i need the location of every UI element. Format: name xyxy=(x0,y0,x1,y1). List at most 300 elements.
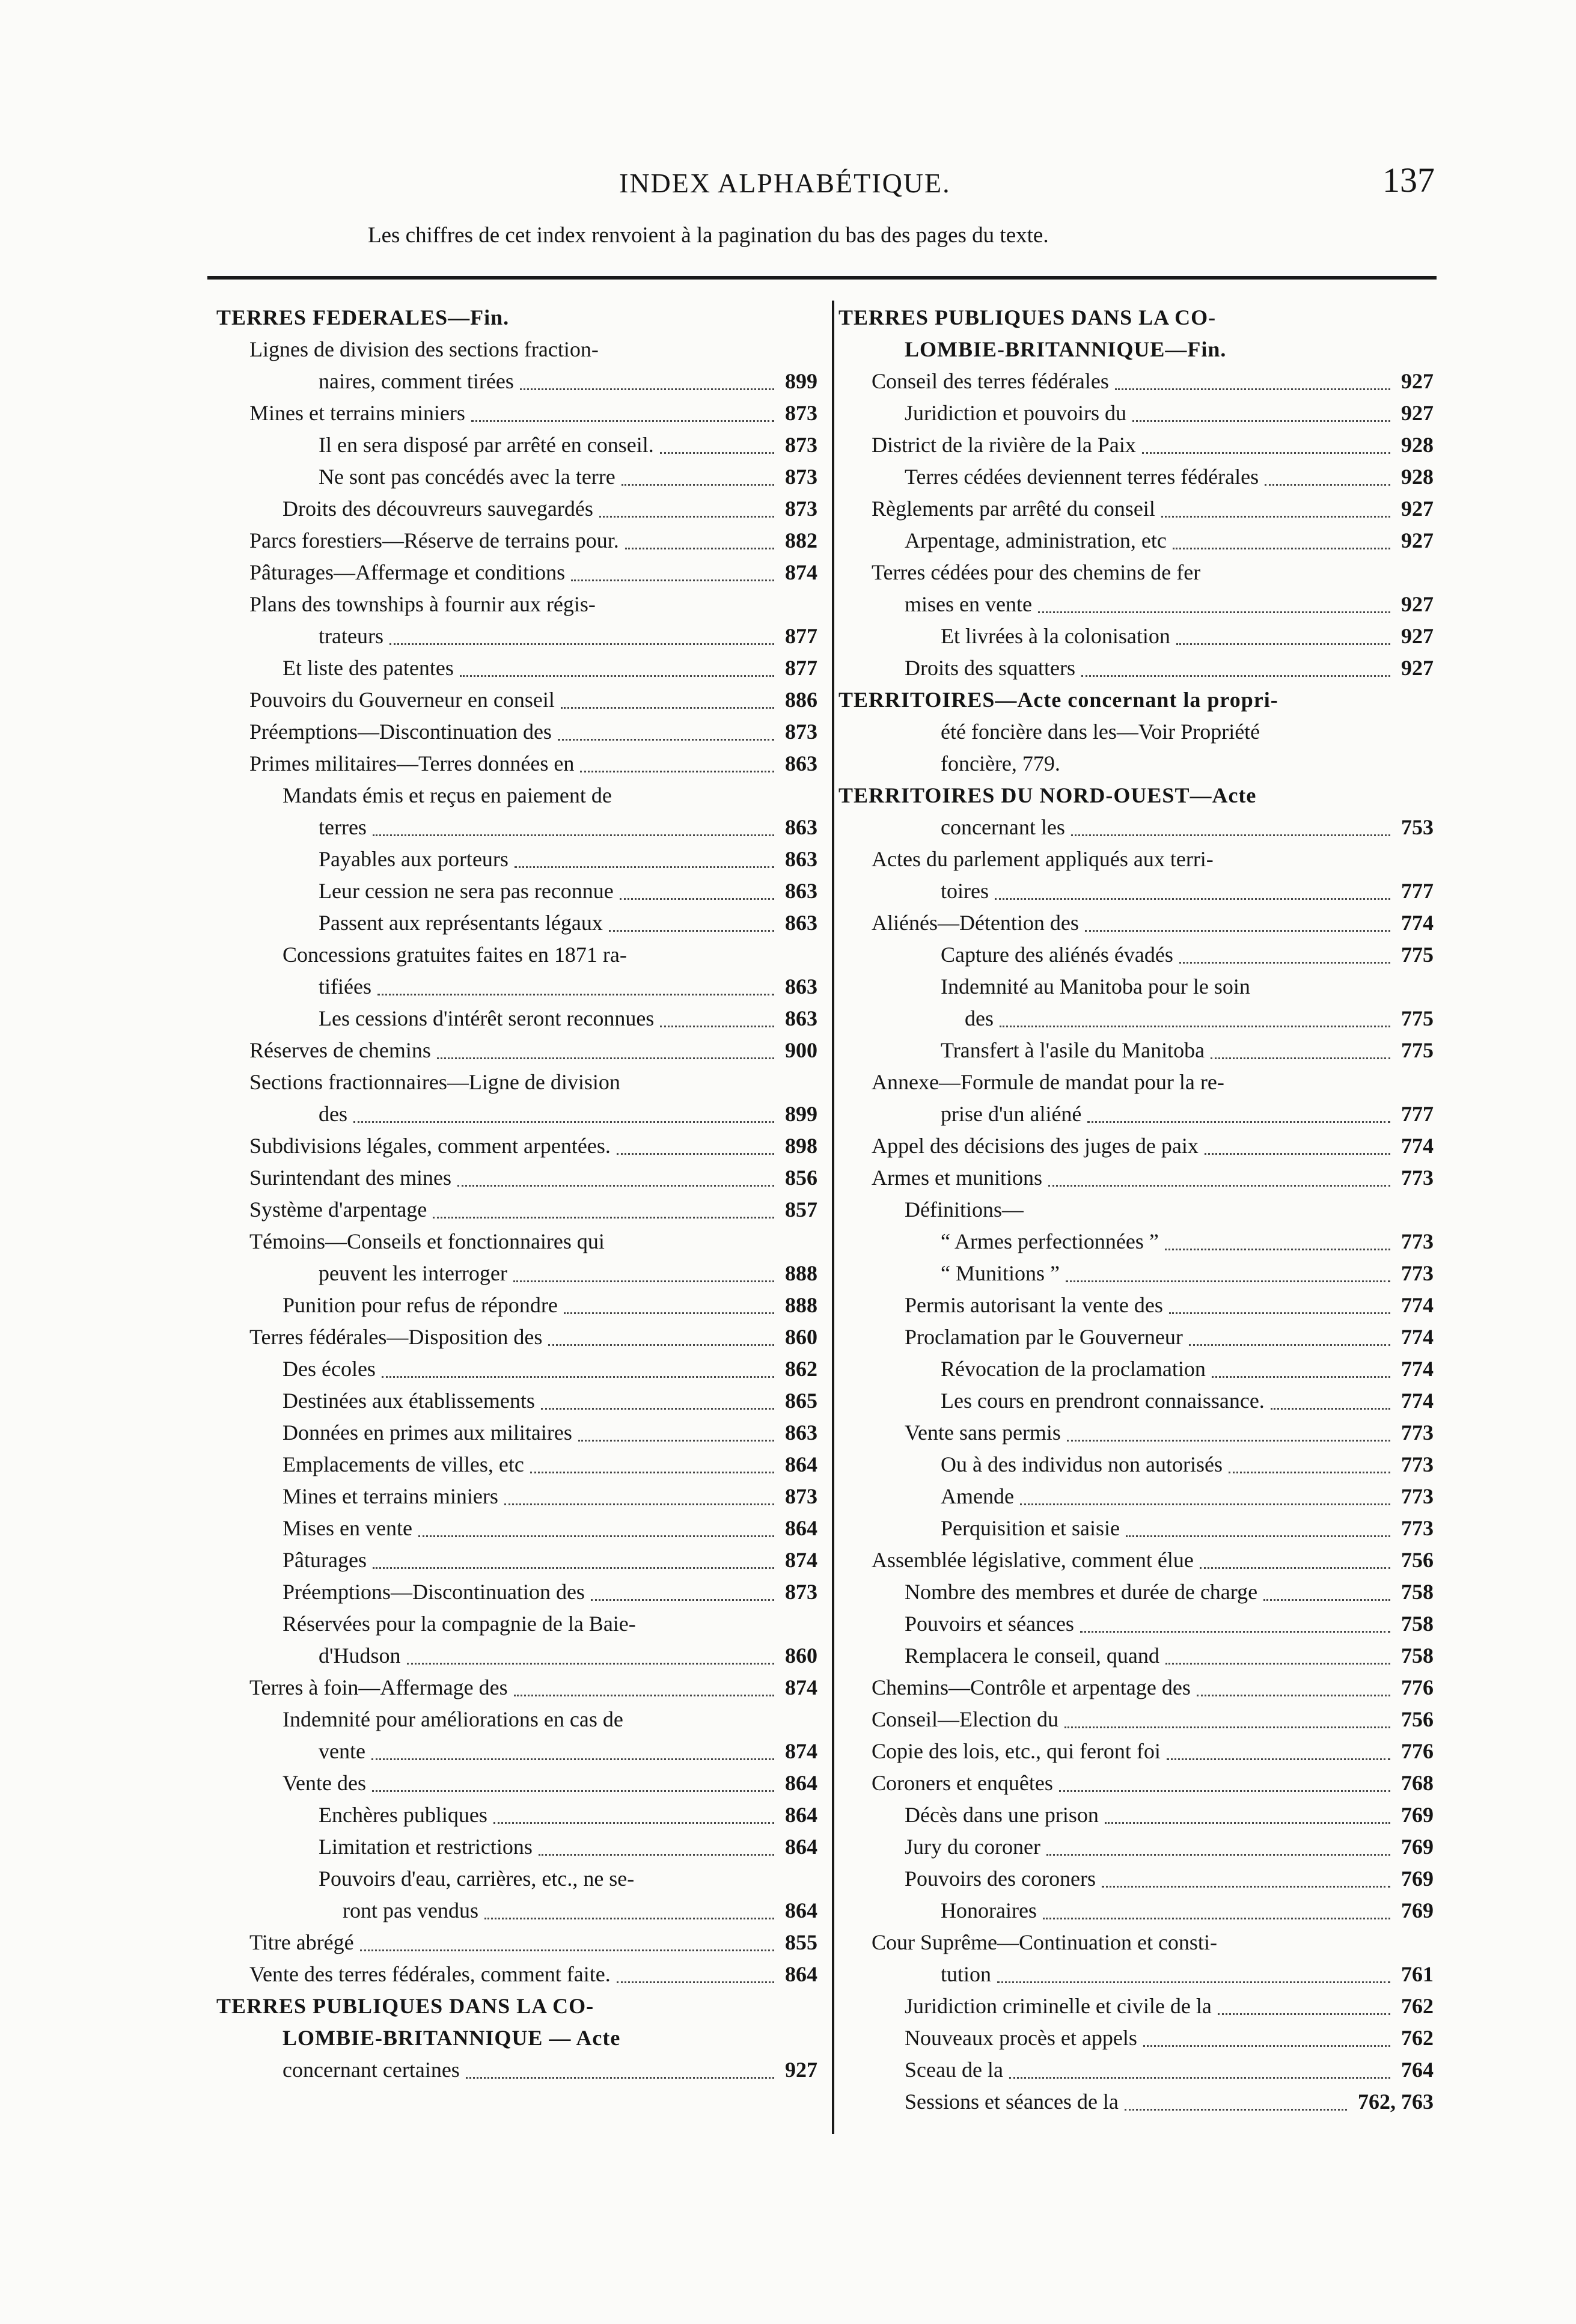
entry-page-ref: 762, 763 xyxy=(1358,2090,1434,2114)
entry-text: Primes militaires—Terres données en xyxy=(249,751,575,775)
dot-leader xyxy=(599,516,774,518)
dot-leader xyxy=(620,898,774,900)
index-entry xyxy=(216,1959,817,1990)
index-entry xyxy=(838,939,1434,971)
index-entry xyxy=(838,1481,1434,1512)
index-entry xyxy=(216,1385,817,1417)
entry-text: Plans des townships à fournir aux régis- xyxy=(249,592,596,616)
entry-page-ref: 762 xyxy=(1401,1994,1434,2018)
index-entry xyxy=(838,525,1434,557)
dot-leader xyxy=(373,834,774,836)
entry-page-ref: 873 xyxy=(785,433,817,457)
index-entry xyxy=(216,1321,817,1353)
entry-text: Amende xyxy=(941,1484,1014,1508)
dot-leader xyxy=(360,1949,774,1951)
right-index-column xyxy=(838,302,1434,2118)
entry-text: Mines et terrains miniers xyxy=(283,1484,498,1508)
entry-page-ref: 863 xyxy=(785,751,817,775)
entry-page-ref: 758 xyxy=(1401,1644,1434,1668)
index-entry xyxy=(216,1576,817,1608)
entry-text: Pâturages—Affermage et conditions xyxy=(249,560,566,584)
entry-text: Punition pour refus de répondre xyxy=(283,1293,558,1317)
entry-text: des xyxy=(965,1006,994,1030)
entry-page-ref: 862 xyxy=(785,1357,817,1381)
entry-text: Cour Suprême—Continuation et consti- xyxy=(872,1930,1217,1954)
entry-page-ref: 768 xyxy=(1401,1771,1434,1795)
index-entry xyxy=(216,397,817,429)
entry-text: Proclamation par le Gouverneur xyxy=(905,1325,1183,1349)
entry-text: Pouvoirs du Gouverneur en conseil xyxy=(249,688,555,712)
entry-text: Honoraires xyxy=(941,1898,1037,1922)
entry-text: TERRES FEDERALES—Fin. xyxy=(216,305,510,329)
entry-text: Révocation de la proclamation xyxy=(941,1357,1206,1381)
entry-text: concernant les xyxy=(941,815,1065,839)
entry-text: Capture des aliénés évadés xyxy=(941,943,1173,967)
entry-page-ref: 860 xyxy=(785,1325,817,1349)
entry-text: Passent aux représentants légaux xyxy=(319,911,603,935)
entry-page-ref: 769 xyxy=(1401,1898,1434,1922)
dot-leader xyxy=(1200,1567,1390,1569)
entry-text: Des écoles xyxy=(283,1357,376,1381)
entry-text: Armes et munitions xyxy=(872,1166,1042,1190)
entry-page-ref: 873 xyxy=(785,465,817,489)
entry-text: “ Munitions ” xyxy=(941,1261,1060,1285)
entry-page-ref: 773 xyxy=(1401,1166,1434,1190)
index-entry xyxy=(216,334,817,365)
entry-text: des xyxy=(319,1102,347,1126)
entry-text: Pouvoirs d'eau, carrières, etc., ne se- xyxy=(319,1867,635,1891)
entry-page-ref: 777 xyxy=(1401,1102,1434,1126)
entry-text: Sceau de la xyxy=(905,2058,1003,2082)
dot-leader xyxy=(1105,1822,1390,1824)
entry-page-ref: 769 xyxy=(1401,1867,1434,1891)
index-entry xyxy=(838,1066,1434,1098)
dot-leader xyxy=(1020,1503,1390,1505)
entry-page-ref: 888 xyxy=(785,1261,817,1285)
entry-text: Préemptions—Discontinuation des xyxy=(249,720,552,744)
dot-leader xyxy=(437,1057,774,1059)
entry-page-ref: 864 xyxy=(785,1835,817,1859)
index-entry xyxy=(838,2054,1434,2086)
index-entry xyxy=(838,1449,1434,1481)
entry-text: prise d'un aliéné xyxy=(941,1102,1082,1126)
index-note: Les chiffres de cet index renvoient à la pagination du bas des pages du texte. xyxy=(368,223,1049,248)
index-entry xyxy=(838,1608,1434,1640)
entry-page-ref: 927 xyxy=(785,2058,817,2082)
dot-leader xyxy=(514,1695,774,1696)
entry-text: Mines et terrains miniers xyxy=(249,401,465,425)
index-entry xyxy=(838,397,1434,429)
index-entry xyxy=(838,1003,1434,1035)
entry-text: Surintendant des mines xyxy=(249,1166,451,1190)
entry-text: tifiées xyxy=(319,974,371,998)
index-entry xyxy=(838,684,1434,716)
index-entry xyxy=(838,1289,1434,1321)
entry-text: Préemptions—Discontinuation des xyxy=(283,1580,585,1604)
entry-page-ref: 899 xyxy=(785,369,817,393)
entry-text: Règlements par arrêté du conseil xyxy=(872,497,1155,521)
dot-leader xyxy=(571,579,774,581)
index-entry xyxy=(216,1799,817,1831)
entry-text: Parcs forestiers—Réserve de terrains pour. xyxy=(249,528,619,552)
entry-text: toires xyxy=(941,879,989,903)
dot-leader xyxy=(1126,1535,1390,1537)
entry-page-ref: 898 xyxy=(785,1134,817,1158)
index-entry xyxy=(838,589,1434,620)
entry-text: Et liste des patentes xyxy=(283,656,454,680)
index-entry xyxy=(838,1035,1434,1066)
index-entry xyxy=(838,1927,1434,1959)
index-entry xyxy=(838,461,1434,493)
dot-leader xyxy=(1263,1599,1390,1601)
entry-page-ref: 758 xyxy=(1401,1580,1434,1604)
dot-leader xyxy=(1271,1408,1390,1410)
index-entry xyxy=(838,1353,1434,1385)
dot-leader xyxy=(1167,1758,1390,1760)
entry-text: Emplacements de villes, etc xyxy=(283,1452,524,1476)
index-entry xyxy=(838,1226,1434,1258)
index-entry xyxy=(216,1130,817,1162)
dot-leader xyxy=(1161,516,1390,518)
entry-text: été foncière dans les—Voir Propriété xyxy=(941,720,1260,744)
dot-leader xyxy=(520,388,774,390)
index-entry xyxy=(216,2022,817,2054)
index-entry xyxy=(216,1544,817,1576)
index-entry xyxy=(216,557,817,589)
index-entry xyxy=(838,971,1434,1003)
entry-text: Mises en vente xyxy=(283,1516,412,1540)
dot-leader xyxy=(1080,1631,1390,1633)
index-entry xyxy=(838,1990,1434,2022)
dot-leader xyxy=(418,1535,774,1537)
entry-page-ref: 874 xyxy=(785,1675,817,1699)
index-entry xyxy=(216,365,817,397)
entry-page-ref: 874 xyxy=(785,560,817,584)
dot-leader xyxy=(1173,548,1390,549)
entry-text: TERRITOIRES DU NORD-OUEST—Acte xyxy=(838,783,1257,807)
dot-leader xyxy=(1229,1472,1390,1473)
entry-text: naires, comment tirées xyxy=(319,369,514,393)
index-entry xyxy=(216,748,817,780)
index-entry xyxy=(216,1863,817,1895)
entry-text: Titre abrégé xyxy=(249,1930,354,1954)
entry-text: Droits des squatters xyxy=(905,656,1075,680)
index-entry xyxy=(216,1481,817,1512)
dot-leader xyxy=(1142,452,1390,454)
dot-leader xyxy=(1125,2109,1347,2111)
index-entry xyxy=(216,620,817,652)
dot-leader xyxy=(493,1822,774,1824)
index-entry xyxy=(216,716,817,748)
entry-page-ref: 873 xyxy=(785,497,817,521)
dot-leader xyxy=(457,1185,774,1187)
entry-text: Jury du coroner xyxy=(905,1835,1040,1859)
entry-page-ref: 856 xyxy=(785,1166,817,1190)
entry-page-ref: 864 xyxy=(785,1452,817,1476)
entry-page-ref: 864 xyxy=(785,1962,817,1986)
entry-page-ref: 928 xyxy=(1401,433,1434,457)
dot-leader xyxy=(373,1567,774,1569)
column-divider xyxy=(832,301,834,2134)
dot-leader xyxy=(1046,1854,1390,1856)
entry-text: Subdivisions légales, comment arpentées. xyxy=(249,1134,611,1158)
index-entry xyxy=(838,875,1434,907)
dot-leader xyxy=(622,484,774,486)
index-entry xyxy=(216,1194,817,1226)
index-entry xyxy=(838,1576,1434,1608)
dot-leader xyxy=(1218,2013,1390,2015)
dot-leader xyxy=(1081,675,1390,677)
entry-page-ref: 900 xyxy=(785,1038,817,1062)
entry-page-ref: 873 xyxy=(785,401,817,425)
entry-text: Concessions gratuites faites en 1871 ra- xyxy=(283,943,627,967)
entry-text: vente xyxy=(319,1739,365,1763)
index-entry xyxy=(838,907,1434,939)
index-entry xyxy=(216,1226,817,1258)
index-entry xyxy=(838,1130,1434,1162)
entry-page-ref: 864 xyxy=(785,1516,817,1540)
dot-leader xyxy=(433,1217,774,1219)
entry-text: Les cessions d'intérêt seront reconnues xyxy=(319,1006,655,1030)
index-entry xyxy=(216,1512,817,1544)
entry-text: Réservées pour la compagnie de la Baie- xyxy=(283,1612,636,1636)
entry-page-ref: 756 xyxy=(1401,1707,1434,1731)
dot-leader xyxy=(1165,1249,1390,1250)
index-entry xyxy=(838,557,1434,589)
index-entry xyxy=(216,1608,817,1640)
entry-page-ref: 777 xyxy=(1401,879,1434,903)
entry-text: Droits des découvreurs sauvegardés xyxy=(283,497,593,521)
entry-text: Indemnité pour améliorations en cas de xyxy=(283,1707,623,1731)
entry-page-ref: 927 xyxy=(1401,528,1434,552)
entry-text: Système d'arpentage xyxy=(249,1197,427,1222)
index-entry xyxy=(216,939,817,971)
dot-leader xyxy=(1189,1344,1390,1346)
entry-text: Pâturages xyxy=(283,1548,367,1572)
index-entry xyxy=(216,1162,817,1194)
dot-leader xyxy=(591,1599,774,1601)
dot-leader xyxy=(1176,643,1390,645)
entry-text: Pouvoirs et séances xyxy=(905,1612,1074,1636)
entry-text: “ Armes perfectionnées ” xyxy=(941,1229,1159,1253)
entry-page-ref: 865 xyxy=(785,1389,817,1413)
entry-text: Les cours en prendront connaissance. xyxy=(941,1389,1265,1413)
entry-text: Juridiction et pouvoirs du xyxy=(905,401,1126,425)
entry-page-ref: 864 xyxy=(785,1803,817,1827)
index-entry xyxy=(838,493,1434,525)
index-entry xyxy=(838,302,1434,334)
dot-leader xyxy=(1087,1121,1390,1123)
dot-leader xyxy=(1197,1695,1390,1696)
index-entry xyxy=(838,1863,1434,1895)
entry-text: peuvent les interroger xyxy=(319,1261,507,1285)
index-entry xyxy=(838,1640,1434,1672)
index-entry xyxy=(216,1640,817,1672)
entry-text: Sections fractionnaires—Ligne de division xyxy=(249,1070,620,1094)
header-rule xyxy=(207,276,1437,280)
entry-text: Terres cédées pour des chemins de fer xyxy=(872,560,1201,584)
entry-text: Nouveaux procès et appels xyxy=(905,2026,1137,2050)
dot-leader xyxy=(515,866,774,868)
index-entry xyxy=(216,780,817,812)
entry-text: Ou à des individus non autorisés xyxy=(941,1452,1223,1476)
entry-text: Indemnité au Manitoba pour le soin xyxy=(941,974,1250,998)
entry-page-ref: 758 xyxy=(1401,1612,1434,1636)
entry-page-ref: 927 xyxy=(1401,401,1434,425)
dot-leader xyxy=(460,675,774,677)
entry-page-ref: 774 xyxy=(1401,911,1434,935)
dot-leader xyxy=(471,420,774,422)
dot-leader xyxy=(1165,1663,1390,1665)
entry-page-ref: 774 xyxy=(1401,1389,1434,1413)
entry-text: Chemins—Contrôle et arpentage des xyxy=(872,1675,1191,1699)
entry-page-ref: 773 xyxy=(1401,1261,1434,1285)
entry-page-ref: 774 xyxy=(1401,1134,1434,1158)
dot-leader xyxy=(1066,1280,1390,1282)
index-entry xyxy=(838,2086,1434,2118)
dot-leader xyxy=(1071,834,1390,836)
entry-text: Lignes de division des sections fraction- xyxy=(249,337,599,361)
entry-text: Actes du parlement appliqués aux terri- xyxy=(872,847,1214,871)
entry-page-ref: 756 xyxy=(1401,1548,1434,1572)
entry-page-ref: 774 xyxy=(1401,1325,1434,1349)
dot-leader xyxy=(353,1121,774,1123)
entry-text: Enchères publiques xyxy=(319,1803,487,1827)
dot-leader xyxy=(561,707,774,709)
entry-page-ref: 855 xyxy=(785,1930,817,1954)
entry-text: Conseil des terres fédérales xyxy=(872,369,1109,393)
entry-text: Limitation et restrictions xyxy=(319,1835,533,1859)
index-entry xyxy=(216,971,817,1003)
entry-page-ref: 857 xyxy=(785,1197,817,1222)
entry-text: District de la rivière de la Paix xyxy=(872,433,1136,457)
entry-page-ref: 877 xyxy=(785,656,817,680)
dot-leader xyxy=(548,1344,774,1346)
entry-page-ref: 773 xyxy=(1401,1484,1434,1508)
entry-text: Vente sans permis xyxy=(905,1420,1061,1445)
entry-page-ref: 874 xyxy=(785,1548,817,1572)
dot-leader xyxy=(625,548,774,549)
index-entry xyxy=(838,1417,1434,1449)
entry-text: Données en primes aux militaires xyxy=(283,1420,572,1445)
dot-leader xyxy=(1048,1185,1390,1187)
entry-page-ref: 764 xyxy=(1401,2058,1434,2082)
index-entry xyxy=(216,1035,817,1066)
dot-leader xyxy=(1205,1153,1390,1155)
entry-page-ref: 769 xyxy=(1401,1803,1434,1827)
index-entry xyxy=(838,1831,1434,1863)
index-entry xyxy=(216,907,817,939)
index-entry xyxy=(216,1831,817,1863)
index-entry xyxy=(216,1066,817,1098)
index-entry xyxy=(216,589,817,620)
entry-text: Perquisition et saisie xyxy=(941,1516,1120,1540)
entry-page-ref: 773 xyxy=(1401,1452,1434,1476)
index-entry xyxy=(216,1990,817,2022)
entry-page-ref: 863 xyxy=(785,815,817,839)
dot-leader xyxy=(617,1153,774,1155)
dot-leader xyxy=(513,1280,774,1282)
index-entry xyxy=(838,812,1434,843)
index-entry xyxy=(216,1098,817,1130)
dot-leader xyxy=(1043,1918,1390,1919)
index-entry xyxy=(838,429,1434,461)
entry-text: ront pas vendus xyxy=(343,1898,478,1922)
entry-page-ref: 761 xyxy=(1401,1962,1434,1986)
dot-leader xyxy=(382,1376,774,1378)
entry-page-ref: 927 xyxy=(1401,369,1434,393)
entry-text: Coroners et enquêtes xyxy=(872,1771,1053,1795)
dot-leader xyxy=(617,1981,774,1983)
entry-page-ref: 927 xyxy=(1401,624,1434,648)
entry-page-ref: 773 xyxy=(1401,1420,1434,1445)
dot-leader xyxy=(1143,2045,1390,2047)
entry-page-ref: 773 xyxy=(1401,1229,1434,1253)
index-entry xyxy=(838,1959,1434,1990)
index-entry xyxy=(838,1162,1434,1194)
entry-page-ref: 886 xyxy=(785,688,817,712)
entry-text: TERRITOIRES—Acte concernant la propri- xyxy=(838,688,1278,712)
index-entry xyxy=(838,1385,1434,1417)
index-entry xyxy=(216,1672,817,1704)
dot-leader xyxy=(1169,1312,1390,1314)
entry-page-ref: 860 xyxy=(785,1644,817,1668)
entry-page-ref: 773 xyxy=(1401,1516,1434,1540)
index-entry xyxy=(838,1767,1434,1799)
dot-leader xyxy=(1265,484,1390,486)
entry-text: Annexe—Formule de mandat pour la re- xyxy=(872,1070,1224,1094)
left-index-column xyxy=(216,302,817,2086)
entry-text: Témoins—Conseils et fonctionnaires qui xyxy=(249,1229,605,1253)
dot-leader xyxy=(1038,611,1390,613)
index-entry xyxy=(216,2054,817,2086)
index-entry xyxy=(216,1449,817,1481)
entry-text: Permis autorisant la vente des xyxy=(905,1293,1163,1317)
dot-leader xyxy=(484,1918,774,1919)
index-entry xyxy=(838,1512,1434,1544)
index-entry xyxy=(838,1895,1434,1927)
entry-text: Nombre des membres et durée de charge xyxy=(905,1580,1258,1604)
entry-text: Leur cession ne sera pas reconnue xyxy=(319,879,614,903)
dot-leader xyxy=(1064,1726,1390,1728)
dot-leader xyxy=(1067,1440,1390,1442)
entry-text: Sessions et séances de la xyxy=(905,2090,1119,2114)
entry-text: Payables aux porteurs xyxy=(319,847,509,871)
entry-text: trateurs xyxy=(319,624,383,648)
entry-page-ref: 927 xyxy=(1401,497,1434,521)
index-entry xyxy=(838,652,1434,684)
dot-leader xyxy=(1179,962,1390,964)
entry-page-ref: 863 xyxy=(785,911,817,935)
dot-leader xyxy=(541,1408,774,1410)
index-entry xyxy=(838,620,1434,652)
index-entry xyxy=(216,1735,817,1767)
entry-page-ref: 863 xyxy=(785,847,817,871)
entry-page-ref: 882 xyxy=(785,528,817,552)
index-entry xyxy=(216,1895,817,1927)
dot-leader xyxy=(389,643,774,645)
dot-leader xyxy=(1009,2077,1390,2079)
dot-leader xyxy=(372,1790,774,1792)
entry-text: foncière, 779. xyxy=(941,751,1060,775)
entry-text: Terres à foin—Affermage des xyxy=(249,1675,508,1699)
dot-leader xyxy=(997,1981,1390,1983)
index-entry xyxy=(216,843,817,875)
dot-leader xyxy=(407,1663,775,1665)
entry-text: Assemblée législative, comment élue xyxy=(872,1548,1194,1572)
index-entry xyxy=(838,1704,1434,1735)
index-entry xyxy=(216,1289,817,1321)
